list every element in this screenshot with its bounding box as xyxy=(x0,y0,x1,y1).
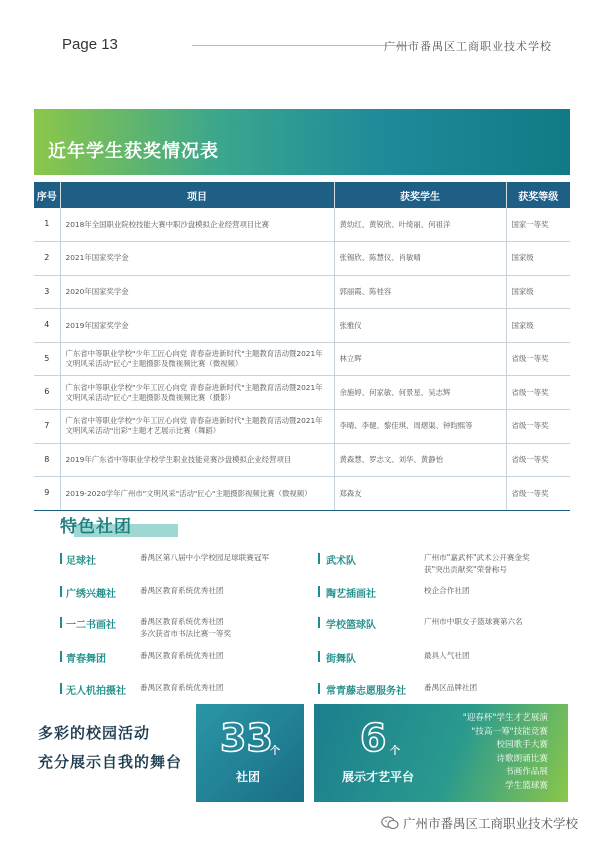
wechat-icon xyxy=(381,816,399,830)
row-level: 国家级 xyxy=(506,242,570,276)
table-row xyxy=(34,342,570,376)
club-desc-line: 最具人气社团 xyxy=(424,651,470,660)
row-students: 黄幼红、黄锐欣、叶绮丽、何祖洋 xyxy=(334,208,506,242)
platforms-count: 6 xyxy=(360,716,387,760)
header-school-name: 广州市番禺区工商职业技术学校 xyxy=(384,40,552,53)
section-banner xyxy=(34,109,570,175)
table-row xyxy=(34,376,570,410)
club-marker xyxy=(318,651,320,662)
clubs-count-unit: 个 xyxy=(270,746,280,757)
row-item: 2019-2020学年广州市"文明风采"活动"匠心"主题摄影视频比赛（微视频） xyxy=(60,477,334,511)
club-desc-line: 广州市中职女子篮球赛第六名 xyxy=(424,617,523,626)
row-item: 2019年广东省中等职业学校学生职业技能竞赛沙盘模拟企业经营项目 xyxy=(60,443,334,477)
row-number: 2 xyxy=(34,242,60,276)
club-desc xyxy=(424,682,477,694)
row-level: 省级一等奖 xyxy=(506,410,570,444)
club-name: 武术队 xyxy=(326,556,356,567)
table-row xyxy=(34,309,570,343)
row-level: 省级一等奖 xyxy=(506,443,570,477)
club-name: 常青藤志愿服务社 xyxy=(326,686,406,697)
platforms-label: 展示才艺平台 xyxy=(342,770,415,784)
row-item: 2018年全国职业院校技能大赛中职沙盘模拟企业经营项目比赛 xyxy=(60,208,334,242)
clubs-title: 特色社团 xyxy=(60,517,132,537)
club-desc xyxy=(140,650,224,662)
club-name: 街舞队 xyxy=(326,654,356,665)
table-row xyxy=(34,477,570,511)
club-desc-line: 番禺区第八届中小学校园足球联赛冠军 xyxy=(140,553,270,562)
club-marker xyxy=(60,617,62,628)
column-header: 获奖学生 xyxy=(334,182,506,208)
club-name: 广绣兴趣社 xyxy=(66,589,116,600)
table-row xyxy=(34,443,570,477)
awards-table xyxy=(34,182,570,511)
table-row xyxy=(34,275,570,309)
club-desc xyxy=(140,552,269,564)
row-number: 7 xyxy=(34,410,60,444)
event-item: "迎春杯"学生才艺展演 xyxy=(462,713,548,723)
row-level: 省级一等奖 xyxy=(506,376,570,410)
row-number: 1 xyxy=(34,208,60,242)
row-number: 6 xyxy=(34,376,60,410)
wechat-watermark xyxy=(381,814,578,832)
row-level: 国家一等奖 xyxy=(506,208,570,242)
club-marker xyxy=(318,553,320,564)
row-number: 5 xyxy=(34,342,60,376)
row-level: 省级一等奖 xyxy=(506,477,570,511)
clubs-count: 33 xyxy=(220,716,273,760)
clubs-heading xyxy=(60,512,180,538)
slogan-line-1: 多彩的校园活动 xyxy=(38,724,151,742)
club-desc xyxy=(424,650,470,662)
page-number: Page 13 xyxy=(62,36,118,53)
club-marker xyxy=(318,586,320,597)
club-name: 青春舞团 xyxy=(66,654,106,665)
club-name: 一二书画社 xyxy=(66,620,116,631)
row-item: 2019年国家奖学金 xyxy=(60,309,334,343)
clubs-count-box xyxy=(196,704,304,802)
club-marker xyxy=(318,617,320,628)
club-desc-line: 番禺区品牌社团 xyxy=(424,683,478,692)
row-level: 省级一等奖 xyxy=(506,342,570,376)
event-item: 诗歌朗诵比赛 xyxy=(496,753,548,764)
club-name: 陶艺插画社 xyxy=(326,589,376,600)
club-name: 足球社 xyxy=(66,556,96,567)
page-header xyxy=(62,36,552,56)
row-item: 广东省中等职业学校"少年工匠心向党 青春奋进新时代"主题教育活动暨2021年文明风采活动"出彩"主题才艺展示比赛（舞蹈） xyxy=(60,410,334,444)
row-students: 张雅仪 xyxy=(334,309,506,343)
platforms-box xyxy=(314,704,568,802)
slogan-line-2: 充分展示自我的舞台 xyxy=(38,753,183,771)
event-item: "技高一筹"技能竞赛 xyxy=(471,726,548,737)
row-level: 国家级 xyxy=(506,275,570,309)
table-row xyxy=(34,410,570,444)
club-desc-line: 番禺区教育系统优秀社团 xyxy=(140,683,224,692)
row-students: 郭丽霞、陈桂容 xyxy=(334,275,506,309)
row-item: 广东省中等职业学校"少年工匠心向党 青春奋进新时代"主题教育活动暨2021年文明风采活动"匠心"主题摄影及微视频比赛（摄影） xyxy=(60,376,334,410)
club-desc-line: 番禺区教育系统优秀社团 xyxy=(140,617,224,626)
row-item: 2021年国家奖学金 xyxy=(60,242,334,276)
row-students: 余施婷、何家敏、何景星、吴志辉 xyxy=(334,376,506,410)
row-level: 国家级 xyxy=(506,309,570,343)
club-desc xyxy=(140,585,224,597)
event-item: 书画作品展 xyxy=(505,767,548,778)
row-students: 郑森友 xyxy=(334,477,506,511)
footer-account: 广州市番禺区工商职业技术学校 xyxy=(402,816,578,831)
club-desc xyxy=(424,552,530,576)
row-students: 张锡欣、陈慧仪、肖敏晴 xyxy=(334,242,506,276)
club-desc xyxy=(140,682,224,694)
club-desc-line: 广州市"嘉武杯"武术公开赛金奖 xyxy=(424,553,530,562)
table-row xyxy=(34,242,570,276)
row-number: 8 xyxy=(34,443,60,477)
club-name: 学校篮球队 xyxy=(326,620,376,631)
club-desc xyxy=(424,616,523,628)
club-marker xyxy=(60,683,62,694)
header-divider xyxy=(192,45,410,46)
club-desc xyxy=(424,585,470,597)
club-marker xyxy=(318,683,320,694)
row-students: 林立晖 xyxy=(334,342,506,376)
row-students: 李晴、李健、黎佳琪、周熠渠、钟昀熙等 xyxy=(334,410,506,444)
table-row xyxy=(34,208,570,242)
club-desc-line: 多次获省市书法比赛一等奖 xyxy=(140,628,232,638)
club-marker xyxy=(60,586,62,597)
row-number: 3 xyxy=(34,275,60,309)
event-item: 学生篮球赛 xyxy=(505,780,548,791)
club-desc-line: 校企合作社团 xyxy=(424,586,470,595)
column-header: 获奖等级 xyxy=(506,182,570,208)
column-header: 序号 xyxy=(34,182,60,208)
club-desc-line: 番禺区教育系统优秀社团 xyxy=(140,651,224,660)
banner-title: 近年学生获奖情况表 xyxy=(48,141,219,162)
club-desc-line: 番禺区教育系统优秀社团 xyxy=(140,586,224,595)
club-desc-line: 获"突出贡献奖"荣誉称号 xyxy=(424,564,507,574)
column-header: 项目 xyxy=(60,182,334,208)
row-item: 广东省中等职业学校"少年工匠心向党 青春奋进新时代"主题教育活动暨2021年文明风采活动"匠心"主题摄影及微视频比赛（微视频） xyxy=(60,342,334,376)
row-number: 9 xyxy=(34,477,60,511)
table-header-row xyxy=(34,182,570,208)
row-number: 4 xyxy=(34,309,60,343)
club-marker xyxy=(60,651,62,662)
row-item: 2020年国家奖学金 xyxy=(60,275,334,309)
platforms-count-unit: 个 xyxy=(390,746,400,757)
clubs-count-label: 社团 xyxy=(236,770,261,784)
event-item: 校园歌手大赛 xyxy=(496,740,548,751)
row-students: 黄森慧、罗志文、刘华、黄静怡 xyxy=(334,443,506,477)
events-list xyxy=(463,712,548,794)
club-marker xyxy=(60,553,62,564)
club-desc xyxy=(140,616,231,640)
club-name: 无人机拍摄社 xyxy=(66,686,126,697)
